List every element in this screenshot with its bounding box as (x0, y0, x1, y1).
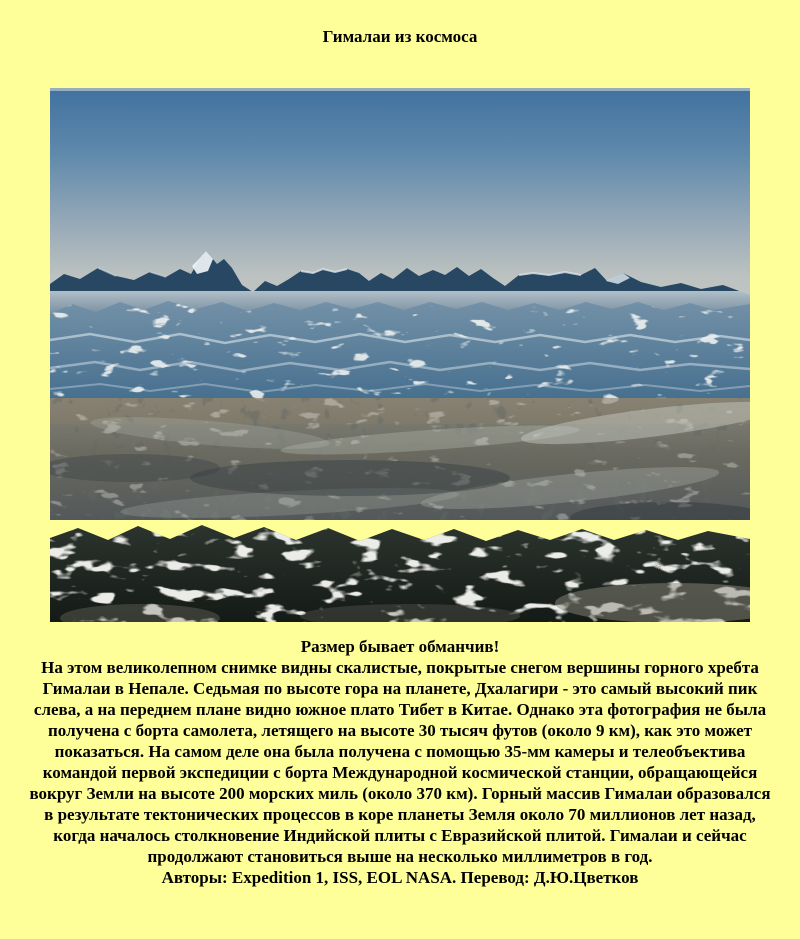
caption-headline: Размер бывает обманчив! (300, 637, 500, 656)
himalayas-photo-art (50, 88, 750, 622)
photo-top-edge-artifact (50, 88, 750, 91)
himalayas-photo[interactable] (50, 88, 750, 622)
plateau-texture (50, 393, 750, 534)
caption-body: На этом великолепном снимке видны скалистые, покрытые снегом вершины горного хребта Гималаи в Непале. Седьмая по высоте гора на планете, Дхалагири - это самый высокий пик слева, а на переднем плане видно южное плато Тибет в Китае. Однако эта фотография не была получена с борта самолета, летящего на высоте 30 тысяч футов (около 9 км), как это может показаться. На самом деле она была получена с помощью 35-мм камеры и телеобъектива командой первой экспедиции с борта Международной космической станции, обращающейся вокруг Земли на высоте 200 морских миль (около 370 км). Горный массив Гималаи образовался в результате тектонических процессов в коре планеты Земля около 70 миллионов лет назад, когда началось столкновение Индийской плиты с Евразийской плитой. Гималаи и сейчас продолжают становиться выше на несколько миллиметров в год. (29, 658, 771, 866)
page-title: Гималаи из космоса (322, 27, 478, 46)
foreground-snow-texture (50, 518, 750, 622)
caption (29, 636, 771, 888)
caption-credits: Авторы: Expedition 1, ISS, EOL NASA. Перевод: Д.Ю.Цветков (161, 868, 639, 887)
mid-mountains-snow-texture (50, 293, 750, 408)
